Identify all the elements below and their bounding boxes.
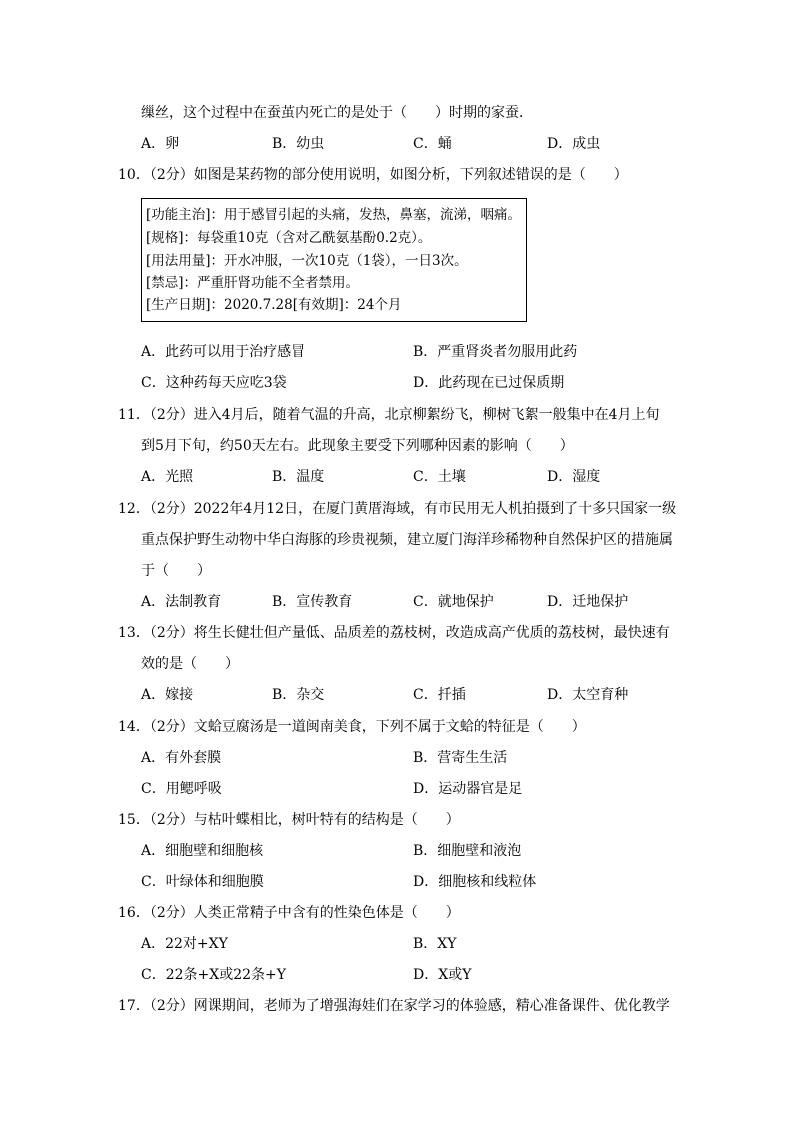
q15-options-row1 (0, 841, 794, 861)
instructions-line: [生产日期]：2020.7.28[有效期]：24个月 (146, 297, 402, 313)
q10-option-a[interactable]: A．此药可以用于治疗感冒 (141, 344, 306, 360)
q9-stem-continuation: 缫丝，这个过程中在蚕茧内死亡的是处于（ ）时期的家蚕． (141, 105, 533, 121)
q12-option-b[interactable]: B．宣传教育 (272, 594, 353, 610)
q12-option-c[interactable]: C．就地保护 (413, 594, 494, 610)
q11-option-a[interactable]: A．光照 (141, 469, 194, 485)
q15-stem: 15．（2分）与枯叶蝶相比，树叶特有的结构是（ ） (118, 812, 460, 828)
q13-option-d[interactable]: D．太空育种 (547, 687, 629, 703)
instructions-line: [功能主治]：用于感冒引起的头痛，发热，鼻塞，流涕，咽痛。 (146, 207, 522, 223)
q9-option-b[interactable]: B．幼虫 (272, 136, 325, 152)
q16-stem: 16．（2分）人类正常精子中含有的性染色体是（ ） (118, 905, 460, 921)
q11-stem-line1: 11．（2分）进入4月后，随着气温的升高，北京柳絮纷飞，柳树飞絮一般集中在4月上旬 (118, 407, 660, 423)
q15-option-a[interactable]: A．细胞壁和细胞核 (141, 843, 264, 859)
instructions-line: [禁忌]：严重肝肾功能不全者禁用。 (146, 275, 360, 291)
q10-options-row2 (0, 373, 794, 393)
q10-option-c[interactable]: C．这种药每天应吃3袋 (141, 375, 287, 391)
instructions-line: [用法用量]：开水冲服，一次10克（1袋），一日3次。 (146, 253, 468, 269)
q15-option-b[interactable]: B．细胞壁和液泡 (413, 843, 522, 859)
q12-stem-line2: 重点保护野生动物中华白海豚的珍贵视频，建立厦门海洋珍稀物种自然保护区的措施属 (141, 532, 673, 548)
q14-option-b[interactable]: B．营寄生生活 (413, 750, 508, 766)
q11-options (0, 467, 794, 487)
q16-options-row2 (0, 965, 794, 985)
q10-stem: 10．（2分）如图是某药物的部分使用说明，如图分析，下列叙述错误的是（ ） (118, 167, 628, 183)
q13-option-c[interactable]: C．扦插 (413, 687, 466, 703)
q16-option-b[interactable]: B．XY (413, 936, 457, 952)
q10-options-row1 (0, 342, 794, 362)
q17-stem: 17．（2分）网课期间，老师为了增强海娃们在家学习的体验感，精心准备课件、优化教学 (118, 998, 670, 1014)
q9-option-d[interactable]: D．成虫 (547, 136, 601, 152)
medicine-instructions-box (141, 198, 527, 322)
q11-option-c[interactable]: C．土壤 (413, 469, 466, 485)
q11-option-d[interactable]: D．湿度 (547, 469, 601, 485)
q12-stem-line3: 于（ ） (141, 563, 211, 579)
q16-options-row1 (0, 934, 794, 954)
q14-options-row1 (0, 748, 794, 768)
q9-option-c[interactable]: C．蛹 (413, 136, 452, 152)
q12-option-a[interactable]: A．法制教育 (141, 594, 222, 610)
instructions-line: [规格]：每袋重10克（含对乙酰氨基酚0.2克）。 (146, 230, 432, 246)
q16-option-a[interactable]: A．22对+XY (141, 936, 228, 952)
q16-option-d[interactable]: D．X或Y (413, 967, 472, 983)
q13-option-a[interactable]: A．嫁接 (141, 687, 194, 703)
q11-stem-line2: 到5月下旬，约50天左右。此现象主要受下列哪种因素的影响（ ） (141, 438, 574, 454)
q15-options-row2 (0, 872, 794, 892)
q15-option-d[interactable]: D．细胞核和线粒体 (413, 874, 537, 890)
q12-option-d[interactable]: D．迁地保护 (547, 594, 629, 610)
q13-stem-line1: 13．（2分）将生长健壮但产量低、品质差的荔枝树，改造成高产优质的荔枝树，最快速有 (118, 625, 670, 641)
q14-stem: 14．（2分）文蛤豆腐汤是一道闽南美食，下列不属于文蛤的特征是（ ） (118, 719, 586, 735)
q13-options (0, 685, 794, 705)
q10-option-d[interactable]: D．此药现在已过保质期 (413, 375, 565, 391)
q14-options-row2 (0, 779, 794, 799)
q14-option-d[interactable]: D．运动器官是足 (413, 781, 523, 797)
q12-stem-line1: 12．（2分）2022年4月12日，在厦门黄厝海域，有市民用无人机拍摄到了十多只国家一级 (118, 501, 677, 517)
q11-option-b[interactable]: B．温度 (272, 469, 325, 485)
q10-option-b[interactable]: B．严重肾炎者勿服用此药 (413, 344, 578, 360)
q9-options (0, 134, 794, 154)
q14-option-a[interactable]: A．有外套膜 (141, 750, 222, 766)
q12-options (0, 592, 794, 612)
q13-stem-line2: 效的是（ ） (141, 656, 239, 672)
q9-option-a[interactable]: A．卵 (141, 136, 180, 152)
q15-option-c[interactable]: C．叶绿体和细胞膜 (141, 874, 264, 890)
q14-option-c[interactable]: C．用鳃呼吸 (141, 781, 222, 797)
q16-option-c[interactable]: C．22条+X或22条+Y (141, 967, 287, 983)
q13-option-b[interactable]: B．杂交 (272, 687, 325, 703)
